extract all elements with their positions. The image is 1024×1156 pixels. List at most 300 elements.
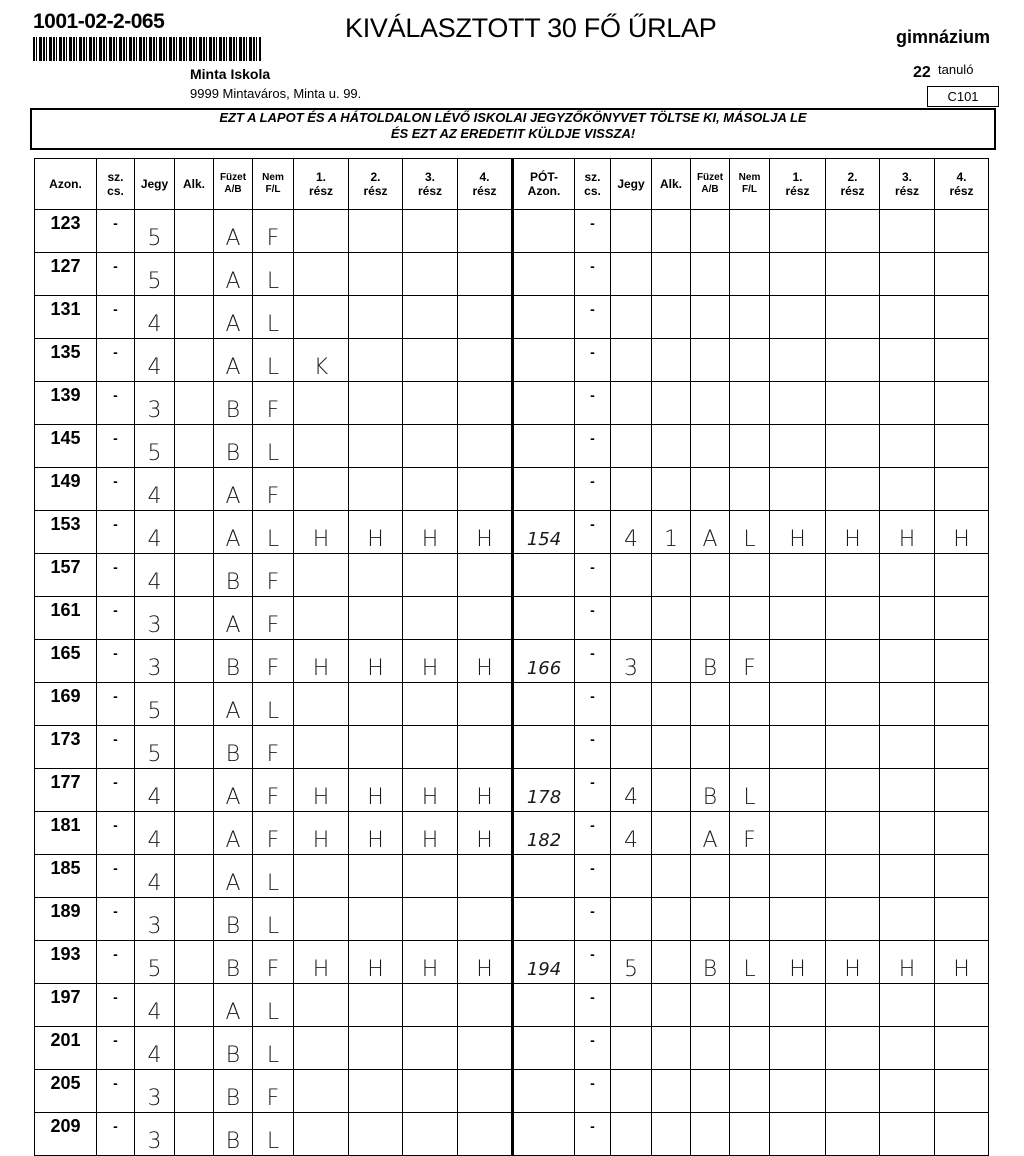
cell-resz-3 (403, 468, 458, 511)
cell-resz-3 (403, 339, 458, 382)
cell-pot-nem (730, 683, 770, 726)
cell-pot-azon (513, 1070, 575, 1113)
cell-jegy: 5 (135, 425, 175, 468)
col-pot-resz-4: 4. rész (935, 159, 989, 210)
cell-jegy: 5 (135, 683, 175, 726)
cell-resz-4 (458, 382, 513, 425)
col-pot-resz-2: 2. rész (826, 159, 880, 210)
cell-pot-resz-3 (880, 855, 935, 898)
cell-pot-resz-3 (880, 253, 935, 296)
cell-pot-jegy (611, 210, 652, 253)
cell-pot-resz-1 (770, 425, 826, 468)
cell-resz-1 (294, 683, 349, 726)
cell-resz-3: H (403, 640, 458, 683)
cell-pot-fuzet (691, 1027, 730, 1070)
cell-pot-resz-2 (826, 210, 880, 253)
cell-pot-jegy: 4 (611, 769, 652, 812)
cell-resz-4: H (458, 812, 513, 855)
table-row (35, 726, 989, 769)
cell-resz-2: H (349, 511, 403, 554)
cell-pot-resz-3 (880, 296, 935, 339)
cell-pot-resz-4 (935, 812, 989, 855)
cell-pot-alk (652, 683, 691, 726)
cell-pot-resz-4 (935, 1113, 989, 1156)
cell-pot-fuzet (691, 339, 730, 382)
cell-nem: L (253, 984, 294, 1027)
cell-azon: 157 (35, 554, 97, 597)
cell-pot-szcs: - (575, 769, 611, 812)
cell-pot-nem (730, 253, 770, 296)
cell-pot-alk (652, 941, 691, 984)
col-pot-fuzet: Füzet A/B (691, 159, 730, 210)
cell-pot-resz-2: H (826, 941, 880, 984)
cell-nem: L (253, 296, 294, 339)
cell-azon: 135 (35, 339, 97, 382)
cell-pot-szcs: - (575, 984, 611, 1027)
cell-azon: 165 (35, 640, 97, 683)
cell-azon: 177 (35, 769, 97, 812)
cell-azon: 153 (35, 511, 97, 554)
table-row (35, 554, 989, 597)
cell-jegy: 4 (135, 296, 175, 339)
cell-pot-azon (513, 468, 575, 511)
cell-resz-1 (294, 554, 349, 597)
cell-pot-resz-4: H (935, 941, 989, 984)
cell-pot-resz-2 (826, 296, 880, 339)
cell-jegy: 3 (135, 382, 175, 425)
cell-pot-jegy (611, 984, 652, 1027)
cell-pot-nem: L (730, 941, 770, 984)
cell-pot-resz-4 (935, 898, 989, 941)
cell-resz-2 (349, 339, 403, 382)
cell-pot-jegy (611, 296, 652, 339)
cell-resz-2 (349, 554, 403, 597)
cell-jegy: 4 (135, 468, 175, 511)
cell-resz-3: H (403, 941, 458, 984)
cell-pot-resz-4 (935, 855, 989, 898)
cell-pot-nem: L (730, 511, 770, 554)
cell-fuzet: A (214, 468, 253, 511)
cell-fuzet: B (214, 1070, 253, 1113)
cell-pot-nem (730, 855, 770, 898)
cell-pot-fuzet (691, 726, 730, 769)
cell-pot-nem (730, 898, 770, 941)
col-pot-alk: Alk. (652, 159, 691, 210)
col-pot-azon: PÓT- Azon. (513, 159, 575, 210)
cell-pot-resz-3 (880, 1113, 935, 1156)
cell-pot-nem (730, 210, 770, 253)
cell-pot-szcs: - (575, 511, 611, 554)
cell-alk (175, 296, 214, 339)
cell-alk (175, 683, 214, 726)
cell-szcs: - (97, 468, 135, 511)
cell-pot-azon (513, 855, 575, 898)
cell-pot-resz-3 (880, 339, 935, 382)
cell-resz-1: H (294, 640, 349, 683)
col-resz-3: 3. rész (403, 159, 458, 210)
cell-pot-alk (652, 253, 691, 296)
cell-fuzet: B (214, 1113, 253, 1156)
cell-pot-resz-4 (935, 554, 989, 597)
cell-pot-szcs: - (575, 640, 611, 683)
cell-szcs: - (97, 726, 135, 769)
cell-pot-resz-1: H (770, 941, 826, 984)
cell-pot-resz-4 (935, 425, 989, 468)
cell-pot-resz-3 (880, 640, 935, 683)
cell-resz-2 (349, 898, 403, 941)
cell-pot-nem (730, 468, 770, 511)
cell-pot-nem (730, 597, 770, 640)
cell-pot-nem (730, 296, 770, 339)
cell-resz-2 (349, 425, 403, 468)
cell-pot-alk (652, 597, 691, 640)
cell-azon: 181 (35, 812, 97, 855)
cell-fuzet: A (214, 253, 253, 296)
cell-alk (175, 468, 214, 511)
page-title: KIVÁLASZTOTT 30 FŐ ŰRLAP (345, 13, 717, 43)
cell-pot-szcs: - (575, 296, 611, 339)
cell-pot-alk (652, 812, 691, 855)
cell-resz-4 (458, 855, 513, 898)
cell-pot-resz-1 (770, 640, 826, 683)
cell-fuzet: B (214, 941, 253, 984)
cell-resz-3 (403, 726, 458, 769)
cell-resz-1: H (294, 769, 349, 812)
col-pot-resz-3: 3. rész (880, 159, 935, 210)
cell-pot-szcs: - (575, 339, 611, 382)
cell-fuzet: A (214, 812, 253, 855)
cell-pot-resz-1 (770, 855, 826, 898)
cell-resz-1 (294, 296, 349, 339)
cell-pot-resz-4 (935, 1027, 989, 1070)
cell-alk (175, 941, 214, 984)
table-row (35, 898, 989, 941)
cell-jegy: 4 (135, 554, 175, 597)
cell-resz-2: H (349, 812, 403, 855)
cell-pot-fuzet (691, 855, 730, 898)
cell-azon: 201 (35, 1027, 97, 1070)
cell-jegy: 5 (135, 210, 175, 253)
cell-pot-resz-3 (880, 898, 935, 941)
table-row (35, 511, 989, 554)
cell-pot-resz-3: H (880, 511, 935, 554)
cell-pot-resz-4 (935, 210, 989, 253)
cell-alk (175, 640, 214, 683)
table-row (35, 597, 989, 640)
cell-fuzet: A (214, 339, 253, 382)
cell-pot-resz-3 (880, 812, 935, 855)
cell-resz-4: H (458, 511, 513, 554)
cell-pot-fuzet: B (691, 769, 730, 812)
cell-pot-resz-1 (770, 726, 826, 769)
cell-fuzet: B (214, 898, 253, 941)
cell-pot-resz-2 (826, 1070, 880, 1113)
cell-szcs: - (97, 511, 135, 554)
cell-pot-nem: L (730, 769, 770, 812)
cell-resz-1 (294, 984, 349, 1027)
cell-resz-3 (403, 855, 458, 898)
cell-pot-szcs: - (575, 1070, 611, 1113)
cell-pot-resz-2 (826, 382, 880, 425)
cell-pot-resz-1 (770, 339, 826, 382)
cell-resz-1 (294, 855, 349, 898)
cell-azon: 149 (35, 468, 97, 511)
cell-resz-4: H (458, 769, 513, 812)
cell-resz-3: H (403, 812, 458, 855)
cell-pot-szcs: - (575, 554, 611, 597)
cell-pot-alk (652, 769, 691, 812)
cell-pot-resz-2: H (826, 511, 880, 554)
cell-pot-szcs: - (575, 812, 611, 855)
cell-nem: L (253, 425, 294, 468)
cell-resz-4 (458, 253, 513, 296)
cell-nem: F (253, 468, 294, 511)
cell-pot-resz-3 (880, 769, 935, 812)
cell-pot-fuzet (691, 554, 730, 597)
cell-pot-resz-1 (770, 683, 826, 726)
cell-pot-azon (513, 554, 575, 597)
table-row (35, 984, 989, 1027)
cell-pot-jegy (611, 382, 652, 425)
cell-azon: 131 (35, 296, 97, 339)
cell-resz-2 (349, 1113, 403, 1156)
col-alk: Alk. (175, 159, 214, 210)
cell-azon: 127 (35, 253, 97, 296)
cell-jegy: 3 (135, 1070, 175, 1113)
cell-resz-1: H (294, 941, 349, 984)
cell-pot-resz-3 (880, 1027, 935, 1070)
cell-resz-4 (458, 898, 513, 941)
cell-szcs: - (97, 683, 135, 726)
cell-pot-fuzet: B (691, 640, 730, 683)
cell-pot-szcs: - (575, 941, 611, 984)
cell-pot-jegy (611, 1070, 652, 1113)
cell-alk (175, 1070, 214, 1113)
cell-pot-resz-2 (826, 984, 880, 1027)
cell-resz-3: H (403, 511, 458, 554)
cell-pot-szcs: - (575, 468, 611, 511)
cell-fuzet: B (214, 382, 253, 425)
col-azon: Azon. (35, 159, 97, 210)
cell-pot-resz-2 (826, 554, 880, 597)
cell-pot-alk (652, 1070, 691, 1113)
cell-nem: L (253, 1027, 294, 1070)
cell-resz-3 (403, 554, 458, 597)
cell-pot-szcs: - (575, 425, 611, 468)
cell-pot-szcs: - (575, 382, 611, 425)
cell-resz-2 (349, 726, 403, 769)
cell-pot-fuzet (691, 898, 730, 941)
cell-szcs: - (97, 1070, 135, 1113)
cell-pot-nem: F (730, 812, 770, 855)
table-row (35, 683, 989, 726)
cell-szcs: - (97, 1027, 135, 1070)
instruction-line-2: ÉS EZT AZ EREDETIT KÜLDJE VISSZA! (390, 126, 636, 141)
cell-pot-jegy (611, 1113, 652, 1156)
cell-fuzet: B (214, 640, 253, 683)
cell-pot-alk (652, 898, 691, 941)
cell-pot-szcs: - (575, 253, 611, 296)
cell-pot-jegy (611, 253, 652, 296)
table-row (35, 296, 989, 339)
col-pot-jegy: Jegy (611, 159, 652, 210)
cell-pot-alk (652, 1027, 691, 1070)
cell-pot-resz-3 (880, 554, 935, 597)
cell-pot-resz-1 (770, 812, 826, 855)
cell-pot-alk (652, 468, 691, 511)
table-row (35, 210, 989, 253)
cell-resz-4 (458, 339, 513, 382)
cell-jegy: 4 (135, 769, 175, 812)
table-row (35, 1027, 989, 1070)
cell-pot-szcs: - (575, 855, 611, 898)
cell-szcs: - (97, 769, 135, 812)
cell-pot-resz-4 (935, 1070, 989, 1113)
cell-resz-2 (349, 1027, 403, 1070)
cell-pot-nem (730, 382, 770, 425)
cell-pot-resz-3 (880, 468, 935, 511)
cell-pot-szcs: - (575, 726, 611, 769)
table-row (35, 382, 989, 425)
cell-pot-resz-2 (826, 855, 880, 898)
cell-nem: F (253, 210, 294, 253)
cell-jegy: 4 (135, 812, 175, 855)
cell-pot-resz-4 (935, 726, 989, 769)
cell-pot-jegy (611, 1027, 652, 1070)
cell-pot-nem (730, 1027, 770, 1070)
cell-pot-jegy (611, 597, 652, 640)
cell-fuzet: B (214, 554, 253, 597)
cell-pot-alk (652, 726, 691, 769)
cell-pot-azon (513, 683, 575, 726)
cell-azon: 161 (35, 597, 97, 640)
col-resz-4: 4. rész (458, 159, 513, 210)
cell-pot-resz-2 (826, 812, 880, 855)
cell-jegy: 5 (135, 726, 175, 769)
cell-jegy: 4 (135, 984, 175, 1027)
cell-pot-azon (513, 984, 575, 1027)
cell-pot-alk (652, 1113, 691, 1156)
cell-resz-2 (349, 984, 403, 1027)
cell-pot-alk (652, 425, 691, 468)
cell-pot-szcs: - (575, 898, 611, 941)
col-fuzet: Füzet A/B (214, 159, 253, 210)
col-resz-2: 2. rész (349, 159, 403, 210)
cell-pot-alk (652, 984, 691, 1027)
cell-alk (175, 554, 214, 597)
cell-pot-azon: 166 (513, 640, 575, 683)
cell-alk (175, 898, 214, 941)
cell-fuzet: A (214, 296, 253, 339)
cell-jegy: 3 (135, 898, 175, 941)
col-pot-nem: Nem F/L (730, 159, 770, 210)
cell-resz-3 (403, 898, 458, 941)
cell-pot-resz-3 (880, 1070, 935, 1113)
cell-resz-3: H (403, 769, 458, 812)
cell-resz-1 (294, 1113, 349, 1156)
table-row (35, 769, 989, 812)
cell-pot-resz-3 (880, 210, 935, 253)
cell-azon: 205 (35, 1070, 97, 1113)
cell-resz-1 (294, 425, 349, 468)
cell-fuzet: A (214, 597, 253, 640)
cell-pot-resz-3: H (880, 941, 935, 984)
cell-szcs: - (97, 339, 135, 382)
cell-pot-resz-2 (826, 339, 880, 382)
cell-pot-fuzet (691, 683, 730, 726)
cell-pot-nem (730, 726, 770, 769)
cell-pot-alk (652, 554, 691, 597)
instruction-line-1: EZT A LAPOT ÉS A HÁTOLDALON LÉVŐ ISKOLAI JEGYZŐKÖNYVET TÖLTSE KI, MÁSOLJA LE (219, 110, 807, 125)
cell-resz-3 (403, 210, 458, 253)
cell-pot-nem (730, 1070, 770, 1113)
cell-nem: F (253, 812, 294, 855)
cell-nem: F (253, 769, 294, 812)
cell-azon: 193 (35, 941, 97, 984)
table-row (35, 1113, 989, 1156)
cell-alk (175, 425, 214, 468)
cell-pot-fuzet: A (691, 511, 730, 554)
table-row (35, 253, 989, 296)
cell-pot-resz-1 (770, 984, 826, 1027)
cell-pot-alk (652, 339, 691, 382)
cell-pot-nem (730, 339, 770, 382)
barcode (33, 37, 261, 61)
cell-pot-jegy: 4 (611, 511, 652, 554)
cell-alk (175, 511, 214, 554)
cell-jegy: 4 (135, 855, 175, 898)
cell-azon: 197 (35, 984, 97, 1027)
cell-pot-azon: 182 (513, 812, 575, 855)
cell-alk (175, 855, 214, 898)
cell-resz-4 (458, 296, 513, 339)
table-row (35, 855, 989, 898)
cell-resz-1: K (294, 339, 349, 382)
cell-pot-resz-2 (826, 253, 880, 296)
cell-nem: L (253, 339, 294, 382)
cell-fuzet: A (214, 511, 253, 554)
table-header-row (35, 159, 989, 210)
cell-pot-resz-1 (770, 253, 826, 296)
document-id: 1001-02-2-065 (33, 10, 165, 33)
cell-resz-3 (403, 1113, 458, 1156)
cell-pot-jegy (611, 554, 652, 597)
cell-resz-2 (349, 855, 403, 898)
cell-pot-resz-3 (880, 726, 935, 769)
cell-pot-fuzet (691, 1113, 730, 1156)
cell-szcs: - (97, 296, 135, 339)
cell-szcs: - (97, 253, 135, 296)
col-nem: Nem F/L (253, 159, 294, 210)
cell-pot-azon (513, 898, 575, 941)
cell-pot-resz-4 (935, 683, 989, 726)
cell-fuzet: A (214, 855, 253, 898)
table-row (35, 640, 989, 683)
cell-resz-1: H (294, 812, 349, 855)
cell-resz-4 (458, 984, 513, 1027)
col-pot-szcs: sz. cs. (575, 159, 611, 210)
cell-pot-resz-2 (826, 597, 880, 640)
cell-pot-resz-1 (770, 382, 826, 425)
cell-pot-jegy (611, 339, 652, 382)
cell-pot-resz-1 (770, 769, 826, 812)
cell-nem: F (253, 1070, 294, 1113)
cell-pot-szcs: - (575, 597, 611, 640)
cell-pot-azon (513, 1027, 575, 1070)
cell-pot-fuzet (691, 984, 730, 1027)
cell-alk (175, 597, 214, 640)
cell-alk (175, 812, 214, 855)
